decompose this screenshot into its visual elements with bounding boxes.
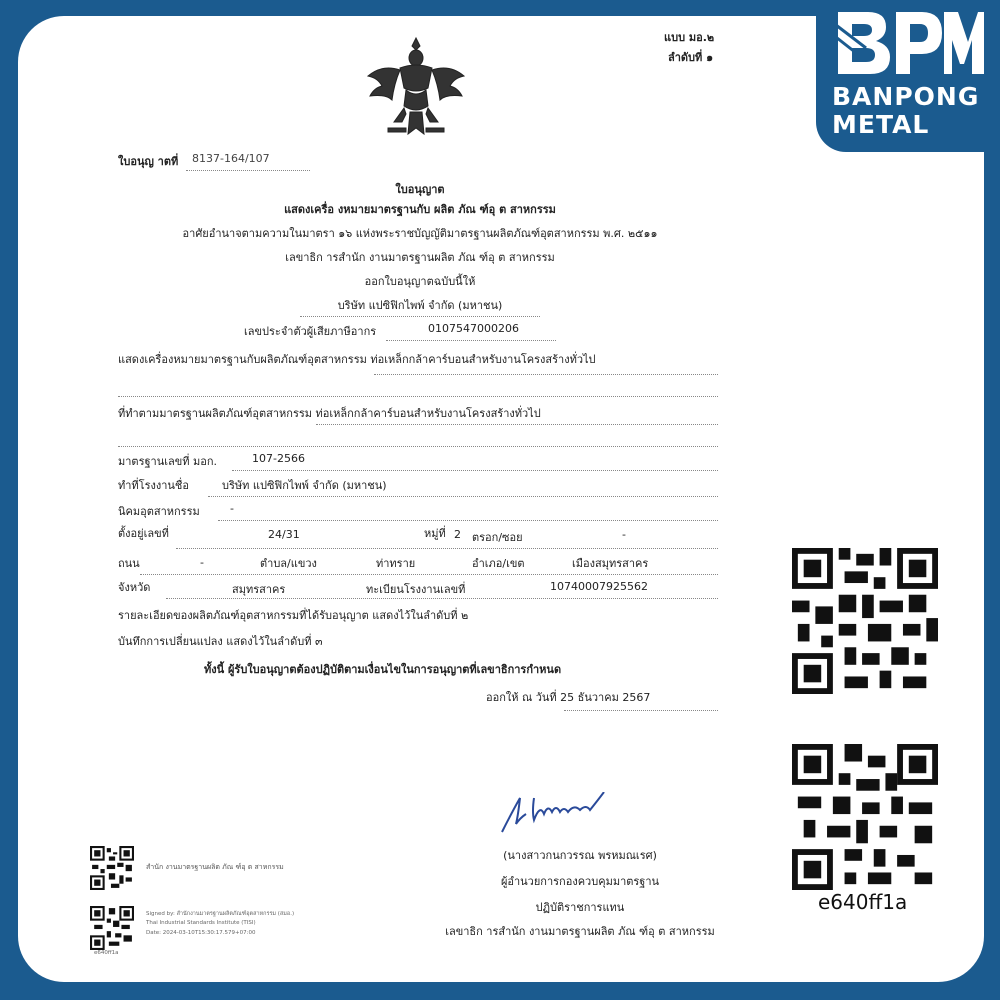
moo-label: หมู่ที่	[424, 527, 446, 540]
grant-line: ออกใบอนุญาตฉบับนี้ให้	[364, 275, 476, 288]
license-label: ใบอนุญ าตที่	[118, 155, 179, 168]
dotted-line	[166, 598, 718, 599]
signed-by-line: Signed by: สำนักงานมาตรฐานผลิตภัณฑ์อุตสาหกรรม (สมอ.)	[146, 911, 295, 917]
detail-line: รายละเอียดของผลิตภัณฑ์อุตสาหกรรมที่ได้รับอนุญาต แสดงไว้ในลำดับที่ ๒	[118, 609, 469, 622]
brand-name-line2: METAL	[832, 110, 930, 139]
dotted-line	[300, 316, 540, 317]
qr-code-signed	[90, 906, 134, 950]
signatory-office: เลขาธิก ารสำนัก งานมาตรฐานผลิต ภัณ ฑ์อุ ต สาหกรรม	[445, 925, 715, 938]
dotted-line	[140, 574, 718, 575]
signature	[498, 792, 628, 838]
soi-value: -	[622, 528, 626, 541]
dotted-line	[186, 170, 310, 171]
road-label: ถนน	[118, 557, 140, 570]
dotted-line	[232, 470, 718, 471]
amphoe-value: เมืองสมุทรสาคร	[572, 557, 649, 570]
soi-label: ตรอก/ซอย	[472, 531, 523, 544]
brand-name-line1: BANPONG	[832, 82, 980, 111]
small-code: e640ff1a	[94, 950, 119, 956]
road-value: -	[200, 556, 204, 569]
tambon-value: ท่าทราย	[376, 557, 416, 570]
dotted-line	[176, 548, 718, 549]
form-code: แบบ มอ.๒	[664, 31, 715, 44]
dotted-line	[118, 396, 718, 397]
estate-value: -	[230, 502, 234, 515]
dotted-line	[118, 446, 718, 447]
tax-label: เลขประจำตัวผู้เสียภาษีอากร	[244, 325, 377, 338]
province-label: จังหวัด	[118, 581, 151, 594]
signatory-acting: ปฏิบัติราชการแทน	[535, 901, 625, 914]
mark-line: แสดงเครื่องหมายมาตรฐานกับผลิตภัณฑ์อุตสาหกรรม ท่อเหล็กกล้าคาร์บอนสำหรับงานโครงสร้างทั่วไป	[118, 353, 596, 366]
dotted-line	[386, 340, 556, 341]
reg-value: 10740007925562	[550, 580, 648, 593]
addr-label: ตั้งอยู่เลขที่	[118, 527, 169, 540]
brand-badge	[816, 0, 1000, 152]
std-label: มาตรฐานเลขที่ มอก.	[118, 455, 218, 468]
factory-value: บริษัท แปซิฟิกไพพ์ จำกัด (มหาชน)	[222, 479, 387, 492]
license-number: 8137-164/107	[192, 152, 270, 165]
moo-value: 2	[454, 528, 461, 541]
made-line: ที่ทำตามมาตรฐานผลิตภัณฑ์อุตสาหกรรม ท่อเหล็กกล้าคาร์บอนสำหรับงานโครงสร้างทั่วไป	[118, 407, 541, 420]
qr-caption: e640ff1a	[818, 890, 908, 914]
doc-subtitle: แสดงเครื่อ งหมายมาตรฐานกับ ผลิต ภัณ ฑ์อุ ต สาหกรรม	[284, 203, 556, 216]
tax-id: 0107547000206	[428, 322, 519, 335]
bpm-logo	[830, 8, 986, 78]
std-value: 107-2566	[252, 452, 305, 465]
signed-date-line: Date: 2024-03-10T15:30:17.579+07:00	[146, 930, 256, 936]
qr-code	[792, 548, 938, 694]
dotted-line	[316, 424, 718, 425]
reg-label: ทะเบียนโรงงานเลขที่	[366, 583, 466, 596]
form-order: ลำดับที่ ๑	[668, 51, 714, 64]
dotted-line	[218, 520, 718, 521]
signed-org-line: Thai Industrial Standards Institute (TISI)	[146, 920, 256, 926]
dotted-line	[564, 710, 718, 711]
addr-value: 24/31	[268, 528, 300, 541]
footer-office: สำนัก งานมาตรฐานผลิต ภัณ ฑ์อุ ต สาหกรรม	[146, 863, 284, 871]
amphoe-label: อำเภอ/เขต	[472, 557, 525, 570]
signatory-name: (นางสาวกนกวรรณ พรหมณเรศ)	[503, 849, 657, 862]
doc-title: ใบอนุญาต	[395, 183, 445, 196]
qr-code-verify	[792, 744, 938, 890]
change-line: บันทึกการเปลี่ยนแปลง แสดงไว้ในลำดับที่ ๓	[118, 635, 323, 648]
dotted-line	[208, 496, 718, 497]
province-value: สมุทรสาคร	[232, 583, 286, 596]
issuer-line: เลขาธิก ารสำนัก งานมาตรฐานผลิต ภัณ ฑ์อุ ต สาหกรรม	[285, 251, 555, 264]
estate-label: นิคมอุตสาหกรรม	[118, 505, 200, 518]
qr-code-small	[90, 846, 134, 890]
company-name: บริษัท แปซิฟิกไพพ์ จำกัด (มหาชน)	[337, 299, 503, 312]
dotted-line	[374, 374, 718, 375]
factory-label: ทำที่โรงงานชื่อ	[118, 479, 190, 492]
authority-line: อาศัยอำนาจตามความในมาตรา ๑๖ แห่งพระราชบัญญัติมาตรฐานผลิตภัณฑ์อุตสาหกรรม พ.ศ. ๒๕๑๑	[182, 227, 658, 240]
condition-line: ทั้งนี้ ผู้รับใบอนุญาตต้องปฏิบัติตามเงื่อนไขในการอนุญาตที่เลขาธิการกำหนด	[204, 663, 562, 676]
issue-date: ออกให้ ณ วันที่ 25 ธันวาคม 2567	[486, 691, 651, 704]
tambon-label: ตำบล/แขวง	[260, 557, 317, 570]
garuda-emblem	[360, 32, 472, 144]
signatory-title: ผู้อำนวยการกองควบคุมมาตรฐาน	[500, 875, 660, 888]
